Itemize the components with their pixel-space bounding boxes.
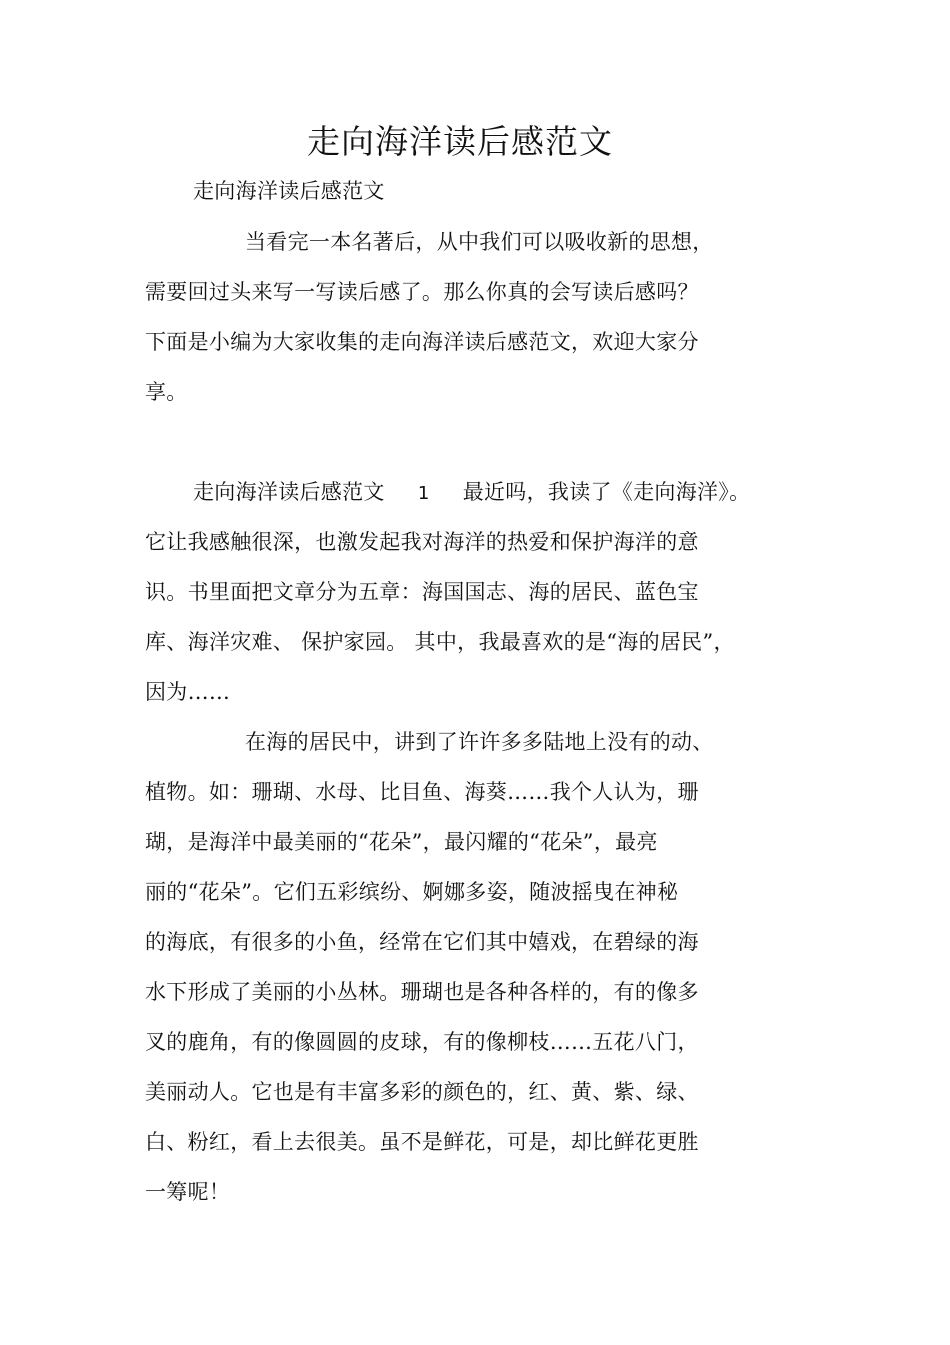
intro-line-1: 当看完一本名著后，从中我们可以吸收新的思想， (245, 230, 714, 254)
section1-heading: 走向海洋读后感范文 (193, 480, 385, 504)
section1-first-line-text: 最近吗，我读了《走向海洋》。 (462, 480, 751, 504)
document-title: 走向海洋读后感范文 (307, 122, 613, 161)
intro-line-3: 下面是小编为大家收集的走向海洋读后感范文，欢迎大家分 (145, 330, 699, 354)
paragraph2-line-1: 在海的居民中，讲到了许许多多陆地上没有的动、 (245, 730, 714, 754)
paragraph2-line-8: 美丽动人。它也是有丰富多彩的颜色的，红、黄、紫、绿、 (145, 1080, 699, 1104)
paragraph2-line-3: 瑚，是海洋中最美丽的“花朵”，最闪耀的“花朵”，最亮 (145, 830, 658, 854)
intro-line-2: 需要回过头来写一写读后感了。那么你真的会写读后感吗？ (145, 280, 699, 304)
section1-line-2: 它让我感触很深，也激发起我对海洋的热爱和保护海洋的意 (145, 530, 699, 554)
section1-line-4: 库、海洋灾难、 保护家园。 其中，我最喜欢的是“海的居民”， (145, 630, 735, 654)
intro-line-4: 享。 (145, 380, 188, 404)
section1-number: 1 (417, 483, 430, 504)
paragraph2-line-4: 丽的“花朵”。它们五彩缤纷、婀娜多姿，随波摇曳在神秘 (145, 880, 679, 904)
section1-first-line (193, 477, 750, 509)
document-subtitle: 走向海洋读后感范文 (193, 179, 385, 203)
paragraph2-line-9: 白、粉红，看上去很美。虽不是鲜花，可是，却比鲜花更胜 (145, 1130, 699, 1154)
section1-line-3: 识。书里面把文章分为五章：海国国志、海的居民、蓝色宝 (145, 580, 699, 604)
paragraph2-line-2: 植物。如：珊瑚、水母、比目鱼、海葵……我个人认为，珊 (145, 780, 699, 804)
paragraph2-line-10: 一筹呢！ (145, 1180, 231, 1204)
paragraph2-line-5: 的海底，有很多的小鱼，经常在它们其中嬉戏，在碧绿的海 (145, 930, 699, 954)
section1-line-5: 因为…… (145, 680, 231, 704)
paragraph2-line-7: 叉的鹿角，有的像圆圆的皮球，有的像柳枝……五花八门， (145, 1030, 699, 1054)
paragraph2-line-6: 水下形成了美丽的小丛林。珊瑚也是各种各样的，有的像多 (145, 980, 699, 1004)
